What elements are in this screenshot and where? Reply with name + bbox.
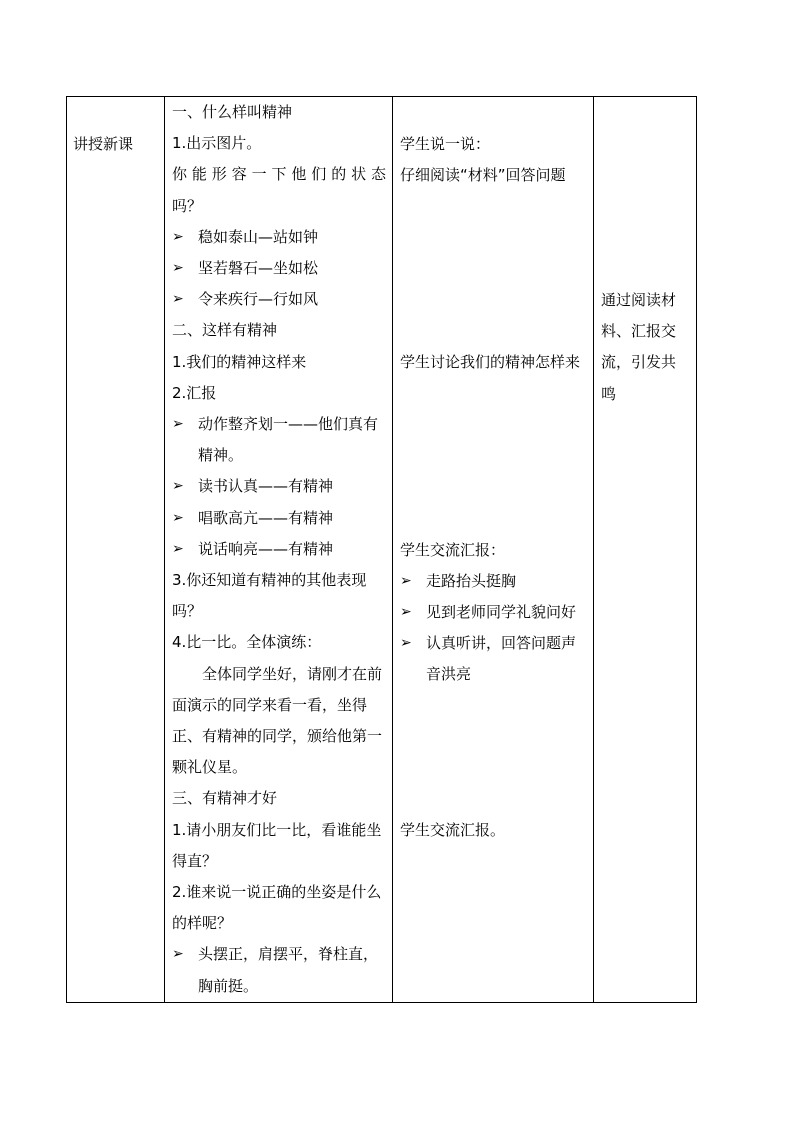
- purpose-cell: [594, 97, 697, 1003]
- paragraph-award: 全体同学坐好，请刚才在前面演示的同学来看一看，坐得正、有精神的同学，颁给他第一颗礼仪星。: [172, 664, 383, 777]
- bullet-arrow-icon: ➢: [400, 604, 412, 621]
- student-activity-cell: [393, 97, 594, 1003]
- bullet-arrow-icon: ➢: [172, 416, 184, 433]
- step-describe-state-cont: 吗？: [172, 196, 203, 215]
- bullet-arrow-icon: ➢: [172, 291, 184, 308]
- topic-cell: [67, 97, 165, 1003]
- step-other-signs: 3.你还知道有精神的其他表现吗？: [172, 571, 367, 621]
- bullet-arrow-icon: ➢: [172, 228, 184, 245]
- student-read-material: 仔细阅读“材料”回答问题: [400, 166, 566, 185]
- bullet-arrow-icon: ➢: [172, 509, 184, 526]
- list-item: ➢ 见到老师同学礼貌问好: [400, 597, 587, 628]
- step-correct-posture: 2.谁来说一说正确的坐姿是什么的样呢？: [172, 883, 382, 933]
- list-item: ➢ 说话响亮——有精神: [172, 534, 386, 565]
- bullet-arrow-icon: ➢: [400, 635, 412, 652]
- section-heading-3: 三、有精神才好: [172, 789, 278, 808]
- step-spirit-source: 1.我们的精神这样来: [172, 352, 307, 371]
- lesson-plan-table: [66, 96, 697, 1003]
- bullet-arrow-icon: ➢: [172, 540, 184, 557]
- bullet-arrow-icon: ➢: [400, 572, 412, 589]
- step-compete: 4.比一比。全体演练：: [172, 633, 322, 652]
- list-item: ➢ 认真听讲，回答问题声音洪亮: [400, 628, 587, 690]
- student-say: 学生说一说：: [400, 135, 491, 153]
- list-item: ➢ 读书认真——有精神: [172, 471, 386, 502]
- list-item: ➢ 令来疾行—行如风: [172, 284, 386, 315]
- student-report-title: 学生交流汇报：: [400, 540, 506, 559]
- list-item: ➢ 稳如泰山—站如钟: [172, 222, 386, 253]
- bullet-arrow-icon: ➢: [172, 478, 184, 495]
- bullet-arrow-icon: ➢: [172, 260, 184, 277]
- bullet-arrow-icon: ➢: [172, 946, 184, 963]
- student-report-final: 学生交流汇报。: [400, 820, 506, 839]
- step-sit-straight: 1.请小朋友们比一比，看谁能坐得直？: [172, 820, 382, 870]
- section-heading-1: 一、什么样叫精神: [172, 103, 293, 121]
- list-item: ➢ 唱歌高亢——有精神: [172, 503, 386, 534]
- step-show-pictures: 1.出示图片。: [172, 134, 262, 153]
- section-heading-2: 二、这样有精神: [172, 321, 278, 340]
- list-item: ➢ 头摆正，肩摆平，脊柱直，胸前挺。: [172, 939, 386, 1001]
- table-row: [67, 97, 697, 1003]
- list-item: ➢ 走路抬头挺胸: [400, 566, 587, 597]
- purpose-text: 通过阅读材料、汇报交流，引发共鸣: [601, 291, 677, 403]
- step-report: 2.汇报: [172, 383, 217, 402]
- teacher-activity-cell: [165, 97, 393, 1003]
- list-item: ➢ 坚若磐石—坐如松: [172, 253, 386, 284]
- topic-label: 讲授新课: [73, 135, 134, 153]
- step-describe-state: 你能形容一下他们的状态: [172, 165, 386, 184]
- student-discuss: 学生讨论我们的精神怎样来: [400, 353, 581, 372]
- list-item: ➢ 动作整齐划一——他们真有精神。: [172, 409, 386, 471]
